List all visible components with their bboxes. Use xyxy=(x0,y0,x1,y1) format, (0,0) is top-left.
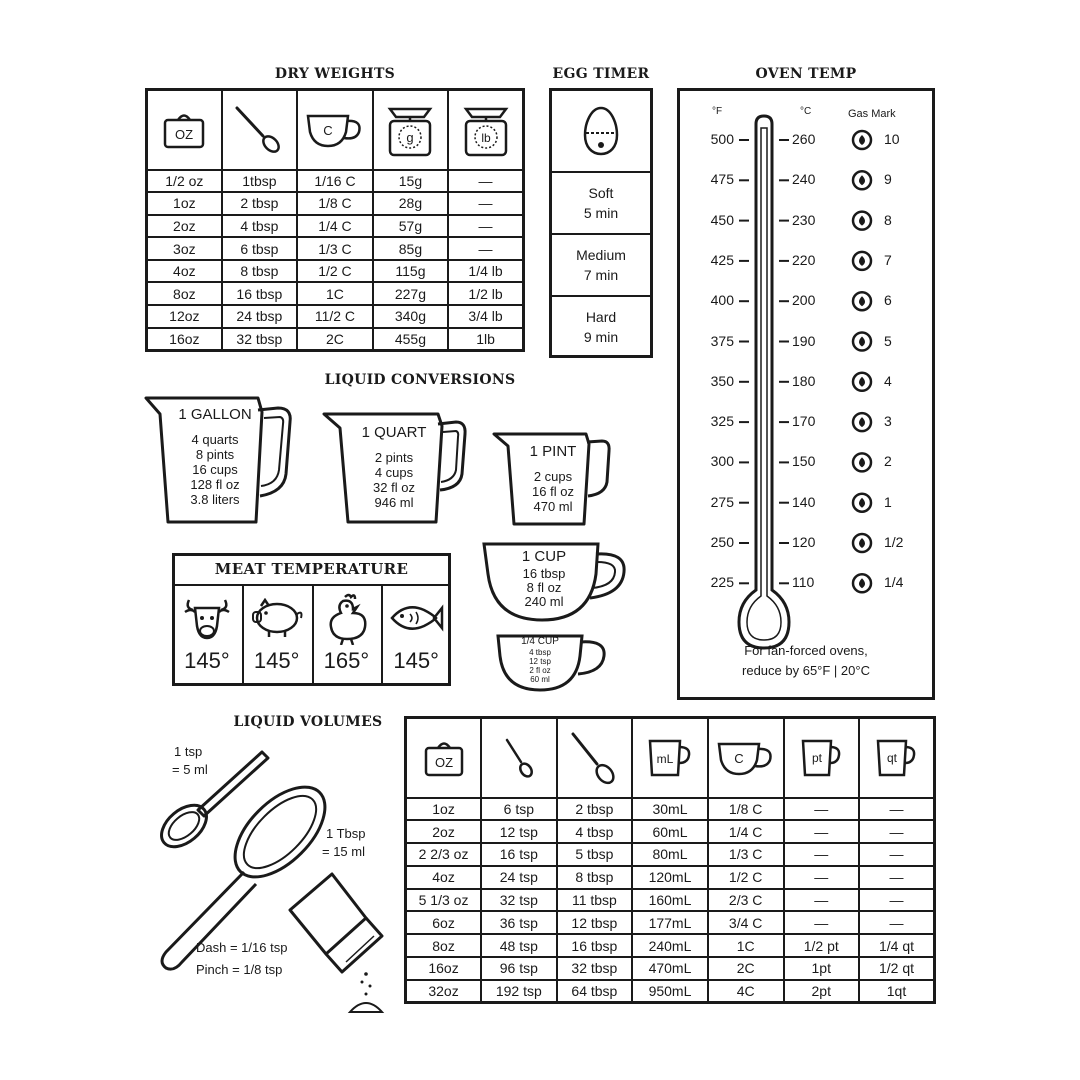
egg-timer-label: Medium xyxy=(576,247,626,263)
conversion-line: 128 fl oz xyxy=(190,477,240,492)
table-cell: 1lb xyxy=(448,328,523,351)
table-cell: 1/2 C xyxy=(297,260,373,283)
table-cell: 455g xyxy=(373,328,448,351)
gas-flame-icon xyxy=(859,337,865,347)
svg-text:g: g xyxy=(406,129,415,145)
table-cell: 24 tsp xyxy=(481,866,557,889)
cup-lines xyxy=(496,567,592,609)
table-cell: — xyxy=(859,889,935,912)
svg-text:pt: pt xyxy=(812,750,823,765)
table-cell: 11/2 C xyxy=(297,305,373,328)
egg-timer-time: 5 min xyxy=(583,205,619,221)
quart-title: 1 QUART xyxy=(361,424,427,441)
table-cell: 12oz xyxy=(147,305,222,328)
table-cell: 227g xyxy=(373,282,448,305)
ml-cup-icon xyxy=(633,737,707,779)
quart-lines xyxy=(344,450,444,510)
oz-weight-icon xyxy=(407,738,480,778)
oven-celsius: 150 xyxy=(792,453,816,470)
table-cell: — xyxy=(448,215,523,238)
pinch-label: Pinch = 1/8 tsp xyxy=(196,962,283,977)
gas-flame-icon xyxy=(859,578,865,588)
svg-text:qt: qt xyxy=(887,750,898,765)
table-row xyxy=(147,260,524,283)
oven-celsius: 110 xyxy=(792,574,815,591)
gas-flame-icon xyxy=(859,216,865,226)
gas-flame-icon xyxy=(859,417,865,427)
oven-celsius: 260 xyxy=(792,131,816,147)
oven-fahrenheit: 450 xyxy=(710,211,734,228)
table-cell: 240mL xyxy=(632,934,708,957)
table-cell: 2 tbsp xyxy=(222,192,297,215)
table-cell: 470mL xyxy=(632,957,708,980)
egg-timer-time: 9 min xyxy=(583,329,619,345)
table-cell: 3/4 C xyxy=(708,911,784,934)
quarter-cup-title: 1/4 CUP xyxy=(521,636,559,647)
table-row xyxy=(406,911,935,934)
conversion-line: 4 quarts xyxy=(191,432,239,447)
liquid-volumes-table xyxy=(404,716,936,1004)
table-cell: 4 tbsp xyxy=(557,820,633,843)
oven-col-f: °F xyxy=(712,106,723,117)
gas-flame-icon xyxy=(859,538,865,548)
table-cell: 48 tsp xyxy=(481,934,557,957)
table-cell: 115g xyxy=(373,260,448,283)
table-cell: 1/16 C xyxy=(297,170,373,193)
oven-fahrenheit: 350 xyxy=(710,372,734,389)
svg-text:lb: lb xyxy=(480,130,491,145)
table-cell: 24 tbsp xyxy=(222,305,297,328)
table-cell: 12 tsp xyxy=(481,820,557,843)
oven-gas-mark: 1/2 xyxy=(884,534,904,550)
table-cell: 32 tbsp xyxy=(222,328,297,351)
table-cell: 1/8 C xyxy=(297,192,373,215)
conversion-line: 32 fl oz xyxy=(373,480,415,495)
conversion-line: 2 cups xyxy=(533,469,573,484)
oven-fahrenheit: 300 xyxy=(710,453,734,470)
table-row xyxy=(147,170,524,193)
oven-gas-mark: 10 xyxy=(884,131,900,147)
table-cell: 16 tsp xyxy=(481,843,557,866)
table-cell: 1qt xyxy=(859,980,935,1003)
gas-flame-icon xyxy=(859,175,865,185)
teaspoon-icon xyxy=(482,734,556,782)
table-cell: 177mL xyxy=(632,911,708,934)
table-cell: 16oz xyxy=(406,957,482,980)
table-cell: 32 tsp xyxy=(481,889,557,912)
conversion-line: 470 ml xyxy=(533,499,573,514)
table-cell: 6 tbsp xyxy=(222,237,297,260)
table-row xyxy=(406,980,935,1003)
oven-fahrenheit: 375 xyxy=(710,332,734,349)
table-cell: 4oz xyxy=(406,866,482,889)
gas-flame-icon xyxy=(859,296,865,306)
meat-temperature-value: 145° xyxy=(184,648,230,673)
tsp-label-1: 1 tsp xyxy=(174,744,203,759)
table-cell: 16oz xyxy=(147,328,222,351)
table-row xyxy=(406,934,935,957)
table-cell: 12 tbsp xyxy=(557,911,633,934)
oven-gas-mark: 8 xyxy=(884,211,892,228)
table-cell: 16 tbsp xyxy=(222,282,297,305)
oven-fahrenheit: 275 xyxy=(710,493,734,510)
pint-title: 1 PINT xyxy=(529,443,577,460)
table-cell: 1/3 C xyxy=(708,843,784,866)
oven-fahrenheit: 225 xyxy=(710,574,734,591)
table-cell: 60mL xyxy=(632,820,708,843)
table-cell: 28g xyxy=(373,192,448,215)
table-cell: 1/2 lb xyxy=(448,282,523,305)
oven-gas-mark: 1 xyxy=(884,493,892,510)
pound-scale-icon xyxy=(449,101,522,159)
egg-timer-label: Soft xyxy=(588,185,614,201)
oven-fahrenheit: 425 xyxy=(710,251,734,268)
salt-shaker-icon xyxy=(290,874,382,1012)
table-row xyxy=(147,328,524,351)
egg-timer-label: Hard xyxy=(585,309,617,325)
conversion-line: 240 ml xyxy=(524,594,564,609)
table-cell: 3/4 lb xyxy=(448,305,523,328)
oven-celsius: 190 xyxy=(792,332,816,349)
conversion-line: 8 fl oz xyxy=(526,580,562,595)
oven-gas-mark: 7 xyxy=(884,251,892,268)
oven-gas-mark: 9 xyxy=(884,171,892,188)
table-cell: 5 1/3 oz xyxy=(406,889,482,912)
table-cell: 1oz xyxy=(147,192,222,215)
table-cell: 36 tsp xyxy=(481,911,557,934)
table-cell: 8 tbsp xyxy=(222,260,297,283)
oven-gas-mark: 2 xyxy=(884,453,892,470)
oven-celsius: 140 xyxy=(792,493,816,510)
conversion-line: 60 ml xyxy=(530,675,550,684)
table-cell: 2 2/3 oz xyxy=(406,843,482,866)
table-cell: — xyxy=(784,889,859,912)
liquid-volumes-title: LIQUID VOLUMES xyxy=(233,714,383,730)
table-cell: 4 tbsp xyxy=(222,215,297,238)
conversion-line: 16 fl oz xyxy=(532,484,574,499)
conversion-line: 4 cups xyxy=(374,465,414,480)
pig-icon xyxy=(242,590,312,646)
cup-title: 1 CUP xyxy=(521,548,567,565)
table-cell: 8 tbsp xyxy=(557,866,633,889)
egg-timer-row xyxy=(552,295,650,357)
table-row xyxy=(406,798,935,821)
table-cell: 2C xyxy=(708,957,784,980)
table-cell: 2 tbsp xyxy=(557,798,633,821)
table-cell: 160mL xyxy=(632,889,708,912)
table-row xyxy=(147,305,524,328)
svg-text:C: C xyxy=(733,750,744,766)
gas-flame-icon xyxy=(859,377,865,387)
conversion-line: 3.8 liters xyxy=(190,492,240,507)
oven-temp-title: OVEN TEMP xyxy=(755,66,857,82)
table-cell: — xyxy=(448,192,523,215)
dry-weights-title: DRY WEIGHTS xyxy=(274,66,396,82)
svg-text:C: C xyxy=(323,122,333,138)
table-cell: 2oz xyxy=(147,215,222,238)
oz-weight-icon xyxy=(148,110,221,150)
table-cell: 120mL xyxy=(632,866,708,889)
egg-timer-time: 7 min xyxy=(583,267,619,283)
table-cell: — xyxy=(859,798,935,821)
table-cell: 64 tbsp xyxy=(557,980,633,1003)
tbsp-label-1: 1 Tbsp xyxy=(326,826,366,841)
tablespoon-icon xyxy=(558,728,632,788)
dash-label: Dash = 1/16 tsp xyxy=(196,940,288,955)
oven-col-c: °C xyxy=(800,106,812,117)
oven-celsius: 120 xyxy=(792,534,816,550)
conversion-line: 2 fl oz xyxy=(529,666,551,675)
table-row xyxy=(147,237,524,260)
table-cell: 6oz xyxy=(406,911,482,934)
table-cell: 1pt xyxy=(784,957,859,980)
svg-text:mL: mL xyxy=(656,751,674,766)
table-cell: 1/8 C xyxy=(708,798,784,821)
table-cell: 11 tbsp xyxy=(557,889,633,912)
oven-celsius: 230 xyxy=(792,211,816,228)
meat-temperature-value: 145° xyxy=(393,648,439,673)
table-cell: 192 tsp xyxy=(481,980,557,1003)
egg-timer-row xyxy=(552,233,650,295)
table-cell: 4C xyxy=(708,980,784,1003)
table-cell: 80mL xyxy=(632,843,708,866)
table-cell: 1C xyxy=(708,934,784,957)
table-cell: 1/2 C xyxy=(708,866,784,889)
table-cell: 340g xyxy=(373,305,448,328)
table-row xyxy=(147,215,524,238)
oven-fahrenheit: 400 xyxy=(710,292,734,309)
chicken-icon xyxy=(312,590,382,646)
table-cell: 1/2 oz xyxy=(147,170,222,193)
svg-text:OZ: OZ xyxy=(434,754,453,770)
quart-cup-icon xyxy=(860,737,933,779)
conversion-line: 16 tbsp xyxy=(522,566,566,581)
table-cell: 1/2 qt xyxy=(859,957,935,980)
table-cell: — xyxy=(859,911,935,934)
table-cell: 1/4 C xyxy=(708,820,784,843)
oven-gas-mark: 1/4 xyxy=(884,574,904,591)
meat-temperature-title: MEAT TEMPERATURE xyxy=(214,560,409,578)
table-cell: — xyxy=(448,170,523,193)
fish-icon xyxy=(381,590,451,646)
oven-gas-mark: 6 xyxy=(884,292,892,309)
table-cell: 1/2 pt xyxy=(784,934,859,957)
tsp-label-2: = 5 ml xyxy=(172,762,208,777)
oven-col-gas: Gas Mark xyxy=(848,108,896,120)
table-cell: 32 tbsp xyxy=(557,957,633,980)
quarter-cup-lines xyxy=(504,648,576,684)
svg-text:OZ: OZ xyxy=(175,126,194,142)
table-cell: 3oz xyxy=(147,237,222,260)
conversion-line: 8 pints xyxy=(195,447,235,462)
table-cell: — xyxy=(784,843,859,866)
table-cell: 85g xyxy=(373,237,448,260)
table-row xyxy=(406,843,935,866)
oven-gas-mark: 5 xyxy=(884,332,892,349)
table-row xyxy=(406,866,935,889)
table-row xyxy=(147,192,524,215)
table-cell: 5 tbsp xyxy=(557,843,633,866)
table-cell: 2C xyxy=(297,328,373,351)
table-cell: 6 tsp xyxy=(481,798,557,821)
table-cell: 32oz xyxy=(406,980,482,1003)
oven-fahrenheit: 325 xyxy=(710,413,734,430)
table-cell: — xyxy=(784,820,859,843)
oven-celsius: 180 xyxy=(792,372,816,389)
spoon-icon xyxy=(223,102,296,158)
table-cell: 4oz xyxy=(147,260,222,283)
teaspoon-illustration-icon xyxy=(154,752,268,855)
pint-cup-icon xyxy=(785,737,858,779)
oven-celsius: 200 xyxy=(792,292,816,309)
table-cell: 16 tbsp xyxy=(557,934,633,957)
table-cell: 950mL xyxy=(632,980,708,1003)
egg-timer-icon xyxy=(552,91,650,171)
oven-fahrenheit: 250 xyxy=(710,534,734,550)
cup-icon xyxy=(709,738,783,778)
table-cell: — xyxy=(784,798,859,821)
oven-fahrenheit: 500 xyxy=(710,131,734,147)
oven-gas-mark: 4 xyxy=(884,372,892,389)
table-row xyxy=(406,820,935,843)
table-row xyxy=(406,957,935,980)
table-cell: 15g xyxy=(373,170,448,193)
table-cell: — xyxy=(448,237,523,260)
table-cell: 1oz xyxy=(406,798,482,821)
table-cell: — xyxy=(784,866,859,889)
egg-timer-table xyxy=(549,88,653,358)
table-cell: 1tbsp xyxy=(222,170,297,193)
conversion-line: 946 ml xyxy=(374,495,414,510)
table-cell: 96 tsp xyxy=(481,957,557,980)
gas-flame-icon xyxy=(859,457,865,467)
dry-weights-table xyxy=(145,88,525,352)
cup-icon xyxy=(298,110,372,150)
gas-flame-icon xyxy=(859,135,865,145)
egg-timer-row xyxy=(552,171,650,233)
table-row xyxy=(406,889,935,912)
oven-note-line1: For fan-forced ovens, xyxy=(744,643,868,658)
table-cell: 2/3 C xyxy=(708,889,784,912)
oven-celsius: 170 xyxy=(792,413,816,430)
table-cell: 2oz xyxy=(406,820,482,843)
table-cell: 30mL xyxy=(632,798,708,821)
table-cell: — xyxy=(859,843,935,866)
oven-fahrenheit: 475 xyxy=(710,171,734,188)
table-cell: 1/4 lb xyxy=(448,260,523,283)
conversion-line: 4 tbsp xyxy=(529,648,551,657)
meat-temperature-value: 165° xyxy=(323,648,370,673)
table-cell: 8oz xyxy=(147,282,222,305)
table-cell: 1/4 C xyxy=(297,215,373,238)
gallon-title: 1 GALLON xyxy=(178,406,252,423)
egg-timer-title: EGG TIMER xyxy=(552,66,650,82)
cow-icon xyxy=(172,590,242,646)
table-cell: — xyxy=(784,911,859,934)
table-cell: 8oz xyxy=(406,934,482,957)
table-cell: 1/4 qt xyxy=(859,934,935,957)
meat-temperature-value: 145° xyxy=(253,648,300,673)
conversion-line: 12 tsp xyxy=(529,657,551,666)
table-row xyxy=(147,282,524,305)
tbsp-label-2: = 15 ml xyxy=(322,844,365,859)
measuring-spoons-illustration xyxy=(140,740,410,1020)
pint-lines xyxy=(508,469,598,514)
table-cell: — xyxy=(859,866,935,889)
oven-celsius: 240 xyxy=(792,171,816,188)
table-cell: 57g xyxy=(373,215,448,238)
gas-flame-icon xyxy=(859,498,865,508)
conversion-line: 16 cups xyxy=(192,462,238,477)
table-cell: 2pt xyxy=(784,980,859,1003)
oven-note-line2: reduce by 65°F | 20°C xyxy=(742,663,870,678)
table-cell: 1C xyxy=(297,282,373,305)
thermometer-inner xyxy=(747,128,781,640)
gallon-lines xyxy=(160,432,270,507)
gas-flame-icon xyxy=(859,256,865,266)
oven-celsius: 220 xyxy=(792,251,816,268)
table-cell: 1/3 C xyxy=(297,237,373,260)
table-cell: — xyxy=(859,820,935,843)
gram-scale-icon xyxy=(374,101,447,159)
liquid-conversions-title: LIQUID CONVERSIONS xyxy=(324,372,516,388)
conversion-line: 2 pints xyxy=(374,450,414,465)
oven-gas-mark: 3 xyxy=(884,413,892,430)
